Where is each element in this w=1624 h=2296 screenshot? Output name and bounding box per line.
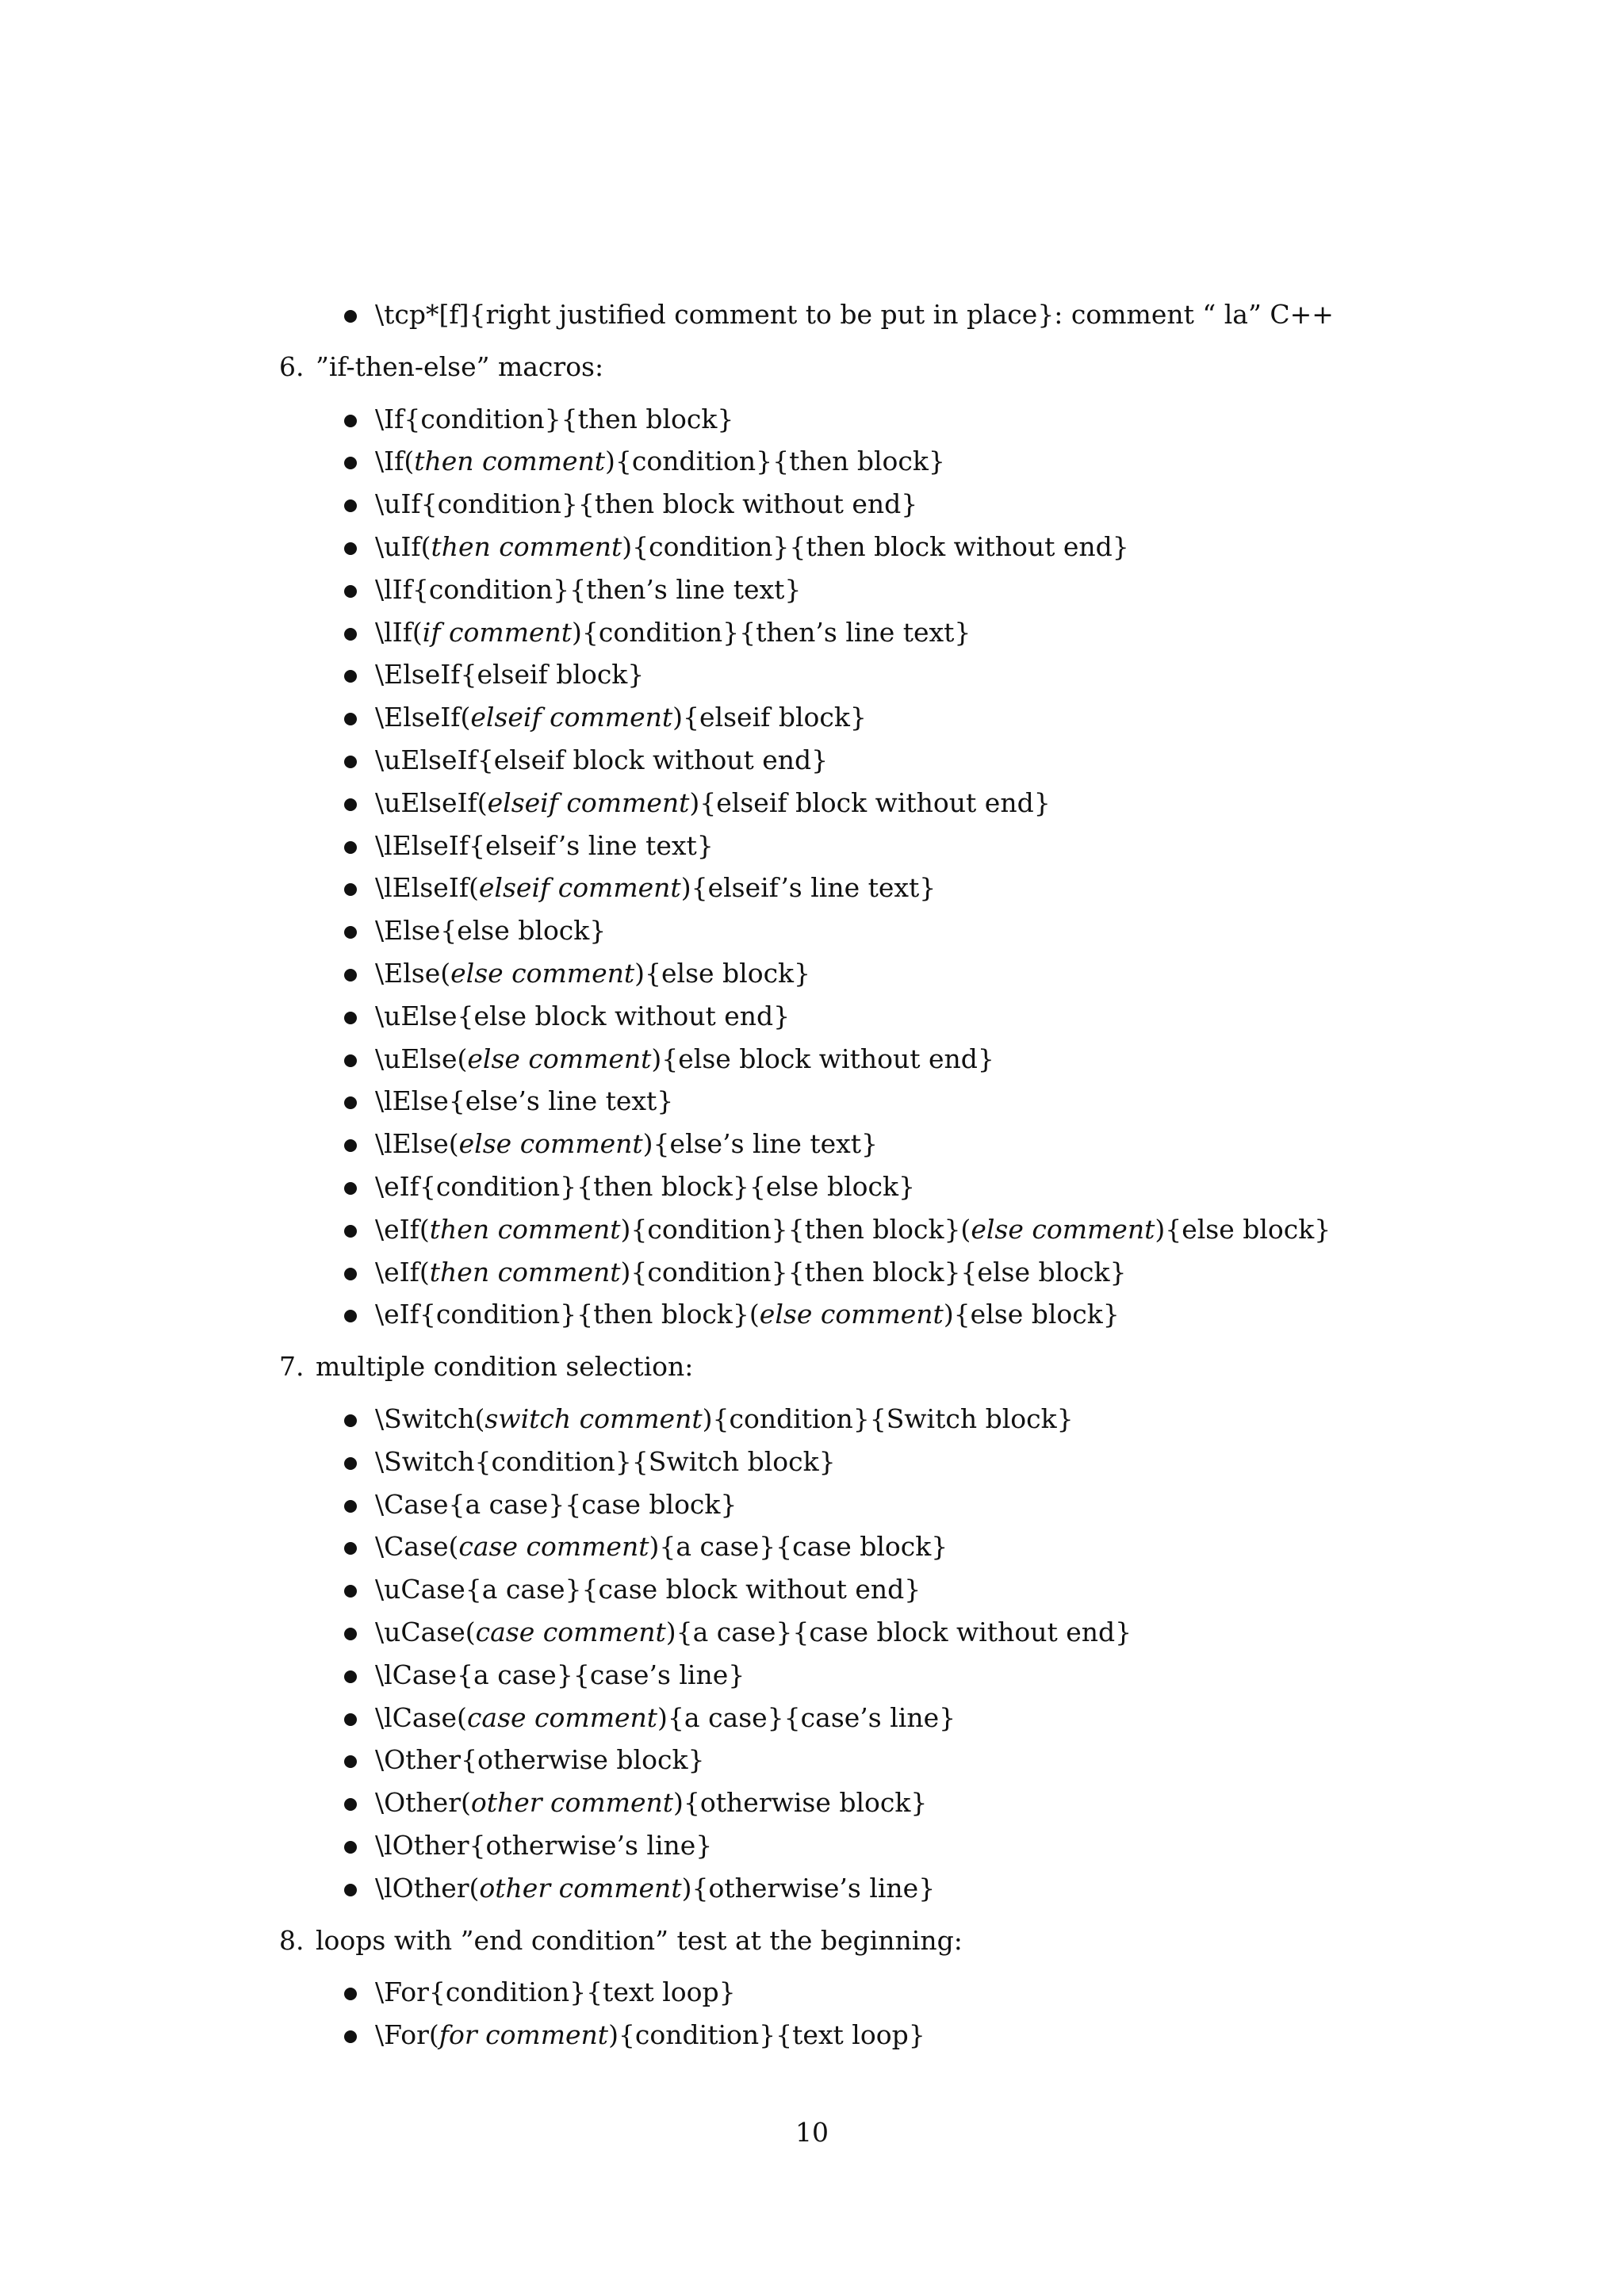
list-item-text: \uIf(then comment){condition}{then block without end} [375, 531, 1129, 562]
list-item-text: \eIf{condition}{then block}(else comment){else block} [375, 1299, 1120, 1330]
bullet-icon [344, 1268, 357, 1280]
bullet-icon [344, 2030, 357, 2043]
section-title: multiple condition selection: [316, 1351, 694, 1383]
bullet-icon [344, 1585, 357, 1598]
list-item-text: \lElseIf{elseif’s line text} [375, 829, 714, 861]
list-item-text: \uIf{condition}{then block without end} [375, 488, 918, 520]
bullet-icon [344, 1755, 357, 1768]
bullet-icon [344, 1054, 357, 1067]
bullet-icon [344, 1139, 357, 1152]
section-number: 6. [279, 350, 304, 382]
list-item-text: \uElseIf(elseif comment){elseif block without end} [375, 786, 1051, 818]
list-item-text: \For{condition}{text loop} [375, 1976, 736, 2008]
list-item-text: \Other{otherwise block} [375, 1744, 705, 1776]
list-item-text: \tcp*[f]{right justified comment to be put in place}: comment “ la” C++ [375, 299, 1334, 330]
list-item-text: \Case{a case}{case block} [375, 1488, 737, 1520]
list-item-text: \eIf{condition}{then block}{else block} [375, 1171, 915, 1202]
list-item-text: \lIf(if comment){condition}{then’s line text} [375, 616, 971, 648]
section-title: ”if-then-else” macros: [316, 350, 604, 382]
bullet-icon [344, 1798, 357, 1811]
list-item-text: \For(for comment){condition}{text loop} [375, 2019, 925, 2051]
bullet-icon [344, 310, 357, 323]
list-item-text: \Else(else comment){else block} [375, 958, 811, 989]
list-item-text: \lElseIf(elseif comment){elseif’s line text} [375, 872, 936, 904]
list-item-text: \Other(other comment){otherwise block} [375, 1787, 928, 1819]
list-item-text: \lCase(case comment){a case}{case’s line} [375, 1701, 956, 1733]
bullet-icon [344, 585, 357, 598]
list-item-text: \lOther{otherwise’s line} [375, 1830, 713, 1861]
list-item-text: \uElse(else comment){else block without end} [375, 1043, 994, 1074]
bullet-icon [344, 969, 357, 982]
section-heading [279, 1925, 963, 1957]
bullet-icon [344, 926, 357, 939]
bullet-icon [344, 1096, 357, 1109]
list-item-text: \uCase{a case}{case block without end} [375, 1574, 921, 1605]
bullet-icon [344, 1500, 357, 1513]
bullet-icon [344, 628, 357, 641]
bullet-icon [344, 841, 357, 854]
list-item-text: \Case(case comment){a case}{case block} [375, 1531, 948, 1563]
bullet-icon [344, 1841, 357, 1854]
list-item-text: \uCase(case comment){a case}{case block without end} [375, 1617, 1132, 1647]
list-item-text: \If(then comment){condition}{then block} [375, 446, 945, 477]
bullet-icon [344, 499, 357, 512]
bullet-icon [344, 1670, 357, 1683]
list-item-text: \ElseIf{elseif block} [375, 659, 645, 691]
list-item-text: \Switch(switch comment){condition}{Switch block} [375, 1403, 1074, 1434]
page-number: 10 [795, 2117, 829, 2148]
bullet-icon [344, 457, 357, 469]
list-item-text: \Switch{condition}{Switch block} [375, 1445, 836, 1477]
list-item-text: \Else{else block} [375, 915, 607, 947]
bullet-icon [344, 1542, 357, 1555]
bullet-icon [344, 1628, 357, 1640]
list-item-text: \ElseIf(elseif comment){elseif block} [375, 702, 867, 733]
bullet-icon [344, 1310, 357, 1322]
list-item-text: \If{condition}{then block} [375, 403, 734, 434]
bullet-icon [344, 798, 357, 811]
list-item-text: \uElseIf{elseif block without end} [375, 744, 829, 775]
bullet-icon [344, 670, 357, 683]
section-number: 8. [279, 1924, 304, 1956]
bullet-icon [344, 1225, 357, 1238]
section-title: loops with ”end condition” test at the beginning: [316, 1924, 963, 1956]
list-item-text: \lElse(else comment){else’s line text} [375, 1128, 879, 1160]
bullet-icon [344, 542, 357, 555]
bullet-icon [344, 1182, 357, 1195]
bullet-icon [344, 1012, 357, 1024]
bullet-icon [344, 883, 357, 896]
list-item-text: \lOther(other comment){otherwise’s line} [375, 1872, 936, 1904]
bullet-icon [344, 1414, 357, 1427]
bullet-icon [344, 756, 357, 768]
list-item-text: \lElse{else’s line text} [375, 1085, 674, 1117]
section-number: 7. [279, 1351, 304, 1383]
bullet-icon [344, 1988, 357, 2000]
list-item-text: \lCase{a case}{case’s line} [375, 1659, 745, 1690]
bullet-icon [344, 1457, 357, 1470]
list-item-text: \uElse{else block without end} [375, 1000, 791, 1031]
bullet-icon [344, 713, 357, 725]
list-item-text: \lIf{condition}{then’s line text} [375, 573, 802, 605]
bullet-icon [344, 415, 357, 427]
bullet-icon [344, 1884, 357, 1896]
bullet-icon [344, 1713, 357, 1726]
section-heading [279, 351, 603, 383]
list-item-text: \eIf(then comment){condition}{then block}(else comment){else block} [375, 1213, 1331, 1245]
list-item-text: \eIf(then comment){condition}{then block}{else block} [375, 1256, 1127, 1288]
section-heading [279, 1351, 693, 1383]
